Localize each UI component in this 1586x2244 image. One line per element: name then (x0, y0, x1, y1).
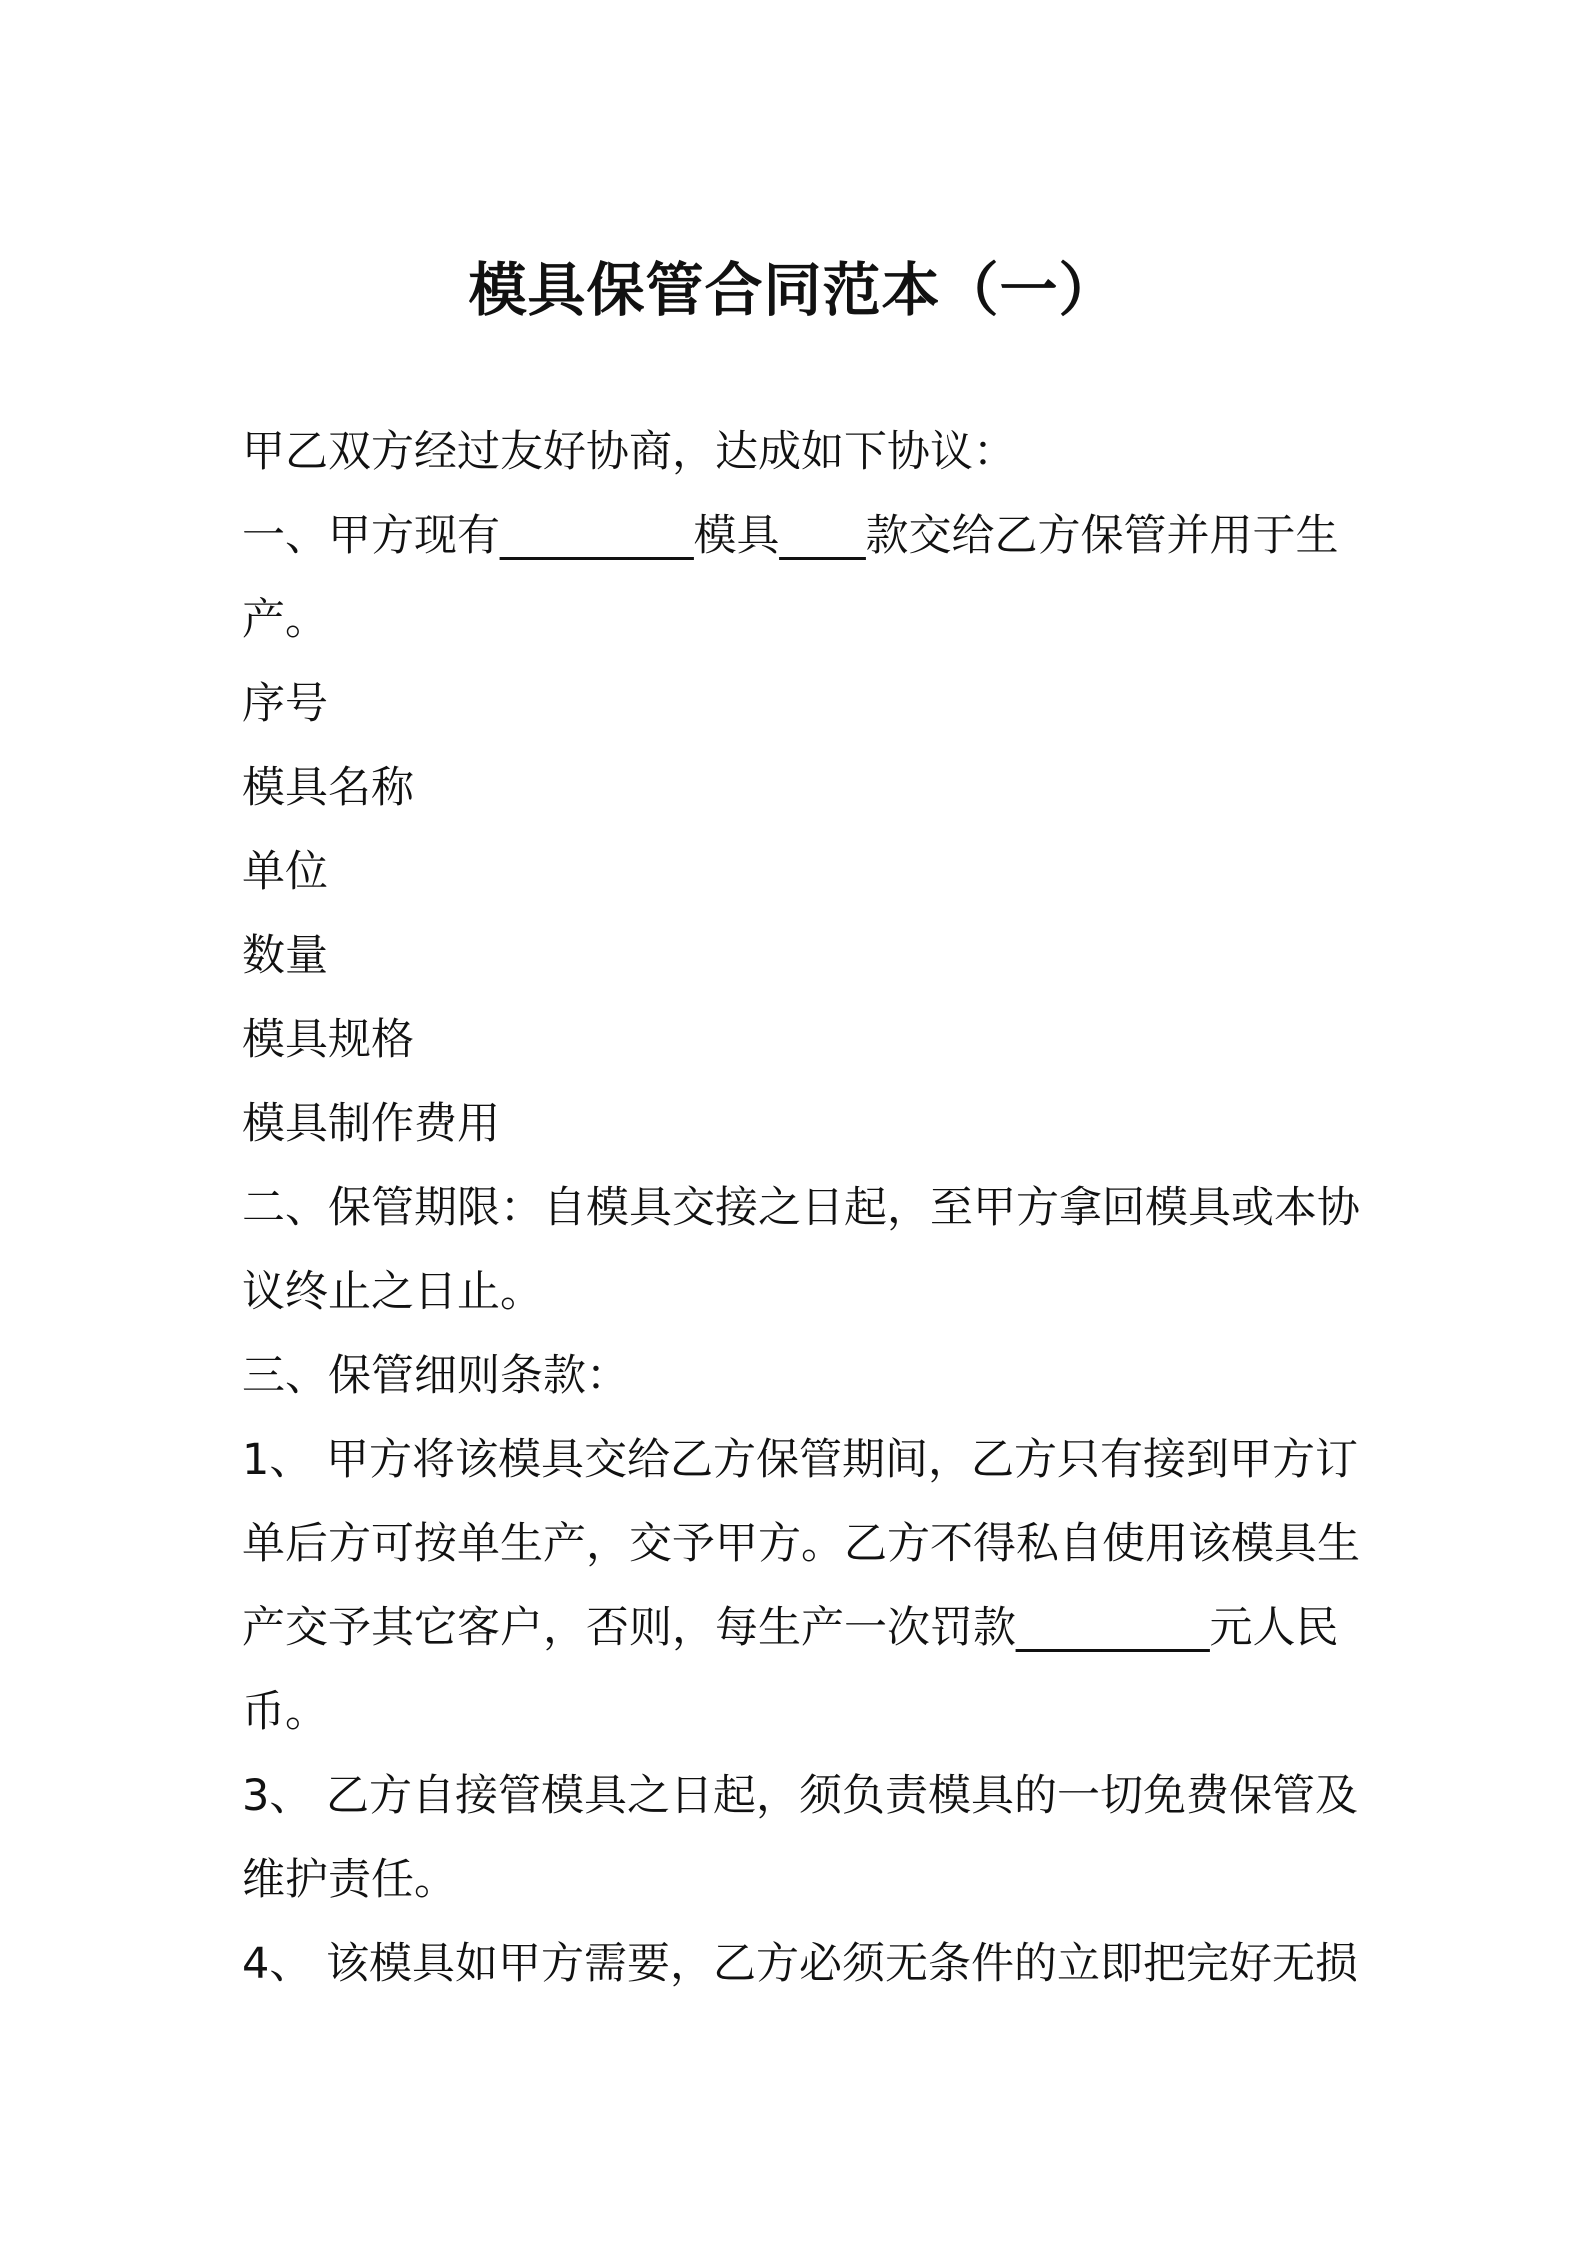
clause-2-line: 二、保管期限：自模具交接之日起，至甲方拿回模具或本协 (242, 1183, 1360, 1233)
item-1-line-d: 币。 (242, 1687, 328, 1737)
item-1-line-b: 单后方可按单生产，交予甲方。乙方不得私自使用该模具生 (242, 1519, 1360, 1569)
document-body (242, 410, 1360, 2006)
clause-3-heading: 三、保管细则条款： (242, 1351, 629, 1401)
item-4-line-a: 4、 该模具如甲方需要，乙方必须无条件的立即把完好无损 (242, 1939, 1359, 1989)
clause-2-line-cont: 议终止之日止。 (242, 1267, 543, 1317)
item-3-line-b: 维护责任。 (242, 1855, 457, 1905)
intro-line: 甲乙双方经过友好协商，达成如下协议： (242, 427, 1016, 477)
table-field-quantity: 数量 (242, 931, 328, 981)
table-field-mold-name: 模具名称 (242, 763, 414, 813)
item-3-line-a: 3、 乙方自接管模具之日起，须负责模具的一切免费保管及 (242, 1771, 1359, 1821)
table-field-cost: 模具制作费用 (242, 1099, 500, 1149)
clause-1-line-cont: 产。 (242, 595, 328, 645)
table-field-unit: 单位 (242, 847, 328, 897)
item-1-line-c: 产交予其它客户，否则，每生产一次罚款_________元人民 (242, 1603, 1339, 1653)
table-field-serial: 序号 (242, 679, 328, 729)
item-1-line-a: 1、 甲方将该模具交给乙方保管期间，乙方只有接到甲方订 (242, 1435, 1359, 1485)
clause-1-line: 一、甲方现有_________模具____款交给乙方保管并用于生 (242, 511, 1339, 561)
table-field-spec: 模具规格 (242, 1015, 414, 1065)
document-title: 模具保管合同范本（一） (468, 256, 1118, 324)
